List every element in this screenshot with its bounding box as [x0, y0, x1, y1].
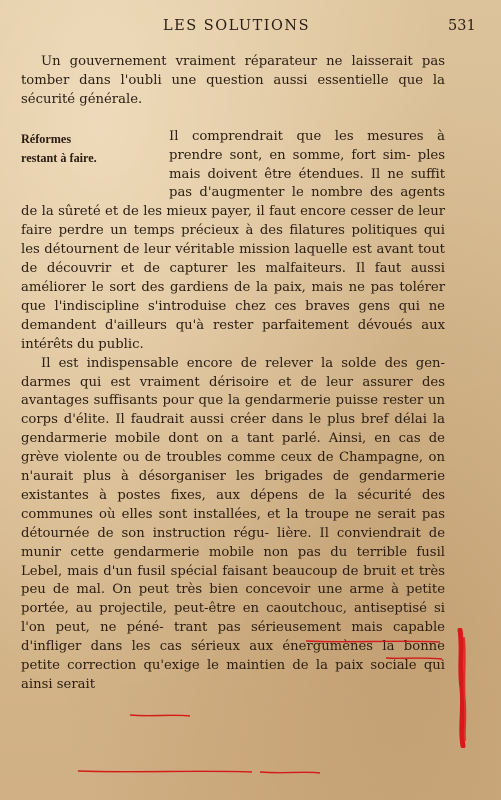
- text-line: à prendre sont, en somme, fort sim-: [169, 128, 445, 163]
- text-line: peut-être en caoutchouc, antiseptisé si l'on peut, ne péné-: [21, 601, 445, 636]
- text-line: dévoués aux intérêts du public.: [21, 317, 446, 352]
- text-line: cas sérieux aux énergumènes la bonne petite correction: [21, 639, 445, 674]
- text-line: pas tolérer que l'indiscipline s'introduise chez ces braves: [21, 279, 446, 314]
- text-line: tout de découvrir et de capturer les malfaiteurs. Il faut: [21, 242, 445, 277]
- page-number: 531: [448, 18, 476, 34]
- text-line: ples mais doivent être étendues. Il: [169, 147, 445, 182]
- sidenote-line: Réformes: [21, 131, 72, 146]
- text-line: la sécurité des communes où elles sont installées, et la: [21, 487, 445, 522]
- text-line: non pas du terrible fusil Lebel, mais d'un fusil spécial: [21, 544, 445, 579]
- text-line: darmes qui est vraiment dérisoire et de leur assurer des: [21, 374, 445, 390]
- text-line: qu'exige le maintien de la paix sociale qui ainsi serait: [21, 658, 445, 692]
- text-line: Champagne, on n'aurait plus à désorganiser les brigades: [21, 450, 445, 485]
- text-line: très bien concevoir une arme à petite portée, au projectile,: [21, 582, 445, 617]
- text-line: ne suffit pas d'augmenter le nombre des agents de la sûreté: [21, 166, 446, 220]
- text-line: Un gouvernement vraiment réparateur ne laisserait pas: [41, 54, 445, 69]
- sidenote-line: restant à faire.: [21, 150, 97, 165]
- text-line: troupe ne serait pas détournée de son instruction régu-: [21, 506, 446, 541]
- text-line: perdre un temps précieux à des filatures politiques qui les: [21, 223, 445, 258]
- text-line: trant pas sérieusement mais capable d'infliger dans les: [21, 620, 445, 655]
- text-line: délai la gendarmerie mobile dont on a tant parlé. Ainsi,: [21, 412, 445, 447]
- text-line: sécurité générale.: [21, 91, 143, 107]
- running-head: LES SOLUTIONS: [163, 18, 311, 34]
- text-line: un corps d'élite. Il faudrait aussi créer dans le plus bref: [21, 393, 445, 428]
- text-line: Il comprendrait que les mesures: [169, 128, 438, 144]
- text-line: tomber dans l'oubli une question aussi essentielle que la: [21, 72, 445, 88]
- text-line: de gendarmerie existantes à postes fixes, aux dépens de: [21, 469, 446, 503]
- text-line: détournent de leur véritable mission laquelle est avant: [44, 242, 418, 258]
- text-line: avantages suffisants pour que la gendarmerie puisse rester: [21, 393, 428, 409]
- text-line: aussi améliorer le sort des gardiens de la paix, mais ne: [21, 261, 445, 295]
- text-line: faisant beaucoup de bruit et très peu de mal. On peut: [21, 563, 445, 598]
- text-line: en cas de grève violente ou de troubles comme ceux de: [21, 431, 445, 466]
- text-line: et de les mieux payer, il faut encore cesser de leur faire: [21, 204, 445, 239]
- text-line: gens qui ne demandent d'ailleurs qu'à rester parfaitement: [21, 298, 445, 333]
- text-line: Il est indispensable encore de relever la solde des gen-: [41, 355, 445, 371]
- text-line: lière. Il conviendrait de munir cette gendarmerie mobile: [21, 525, 445, 560]
